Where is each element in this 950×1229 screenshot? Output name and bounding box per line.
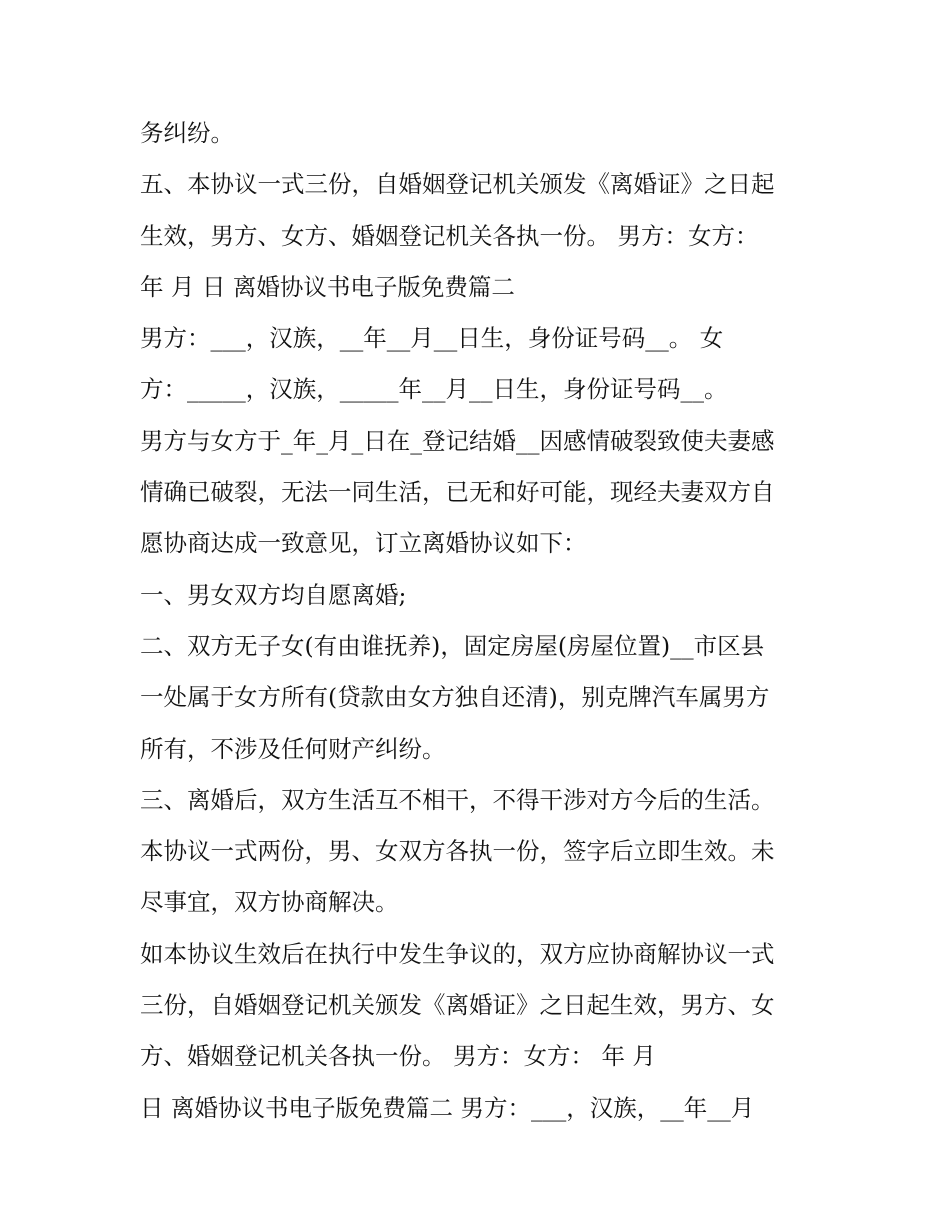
text-line: 所有，不涉及任何财产纠纷。	[140, 734, 446, 763]
text-line: 务纠纷。	[140, 119, 234, 147]
clause-line: 一、男女双方均自愿离婚;	[140, 580, 407, 609]
text-line: 生效，男方、女方、婚姻登记机关各执一份。 男方：女方：	[140, 221, 759, 250]
text-line: 五、本协议一式三份，自婚姻登记机关颁发《离婚证》之日起	[140, 170, 775, 199]
clause-line: 三、离婚后，双方生活互不相干，不得干涉对方今后的生活。	[140, 785, 775, 814]
text-line: 三份，自婚姻登记机关颁发《离婚证》之日起生效，男方、女	[140, 991, 775, 1020]
text-line: 男方：___，汉族，__年__月__日生，身份证号码__。 女	[140, 324, 724, 353]
text-line: 一处属于女方所有(贷款由女方独自还清)，别克牌汽车属男方	[140, 683, 770, 712]
text-line: 情确已破裂，无法一同生活，已无和好可能，现经夫妻双方自	[140, 478, 775, 507]
text-line: 方、婚姻登记机关各执一份。 男方：女方： 年 月	[140, 1042, 656, 1071]
text-line: 本协议一式两份，男、女双方各执一份，签字后立即生效。未	[140, 837, 775, 866]
text-line: 如本协议生效后在执行中发生争议的，双方应协商解协议一式	[140, 939, 775, 968]
text-line: 男方与女方于_年_月_日在_登记结婚__因感情破裂致使夫妻感	[140, 426, 775, 455]
document-body	[140, 108, 820, 1134]
text-line: 尽事宜，双方协商解决。	[140, 888, 399, 917]
clause-line: 二、双方无子女(有由谁抚养)，固定房屋(房屋位置)__市区县	[140, 631, 765, 660]
text-line: 方：_____，汉族，_____年__月__日生，身份证号码__。	[140, 375, 728, 404]
text-line: 愿协商达成一致意见，订立离婚协议如下：	[140, 529, 587, 558]
section-heading-line: 年 月 日 离婚协议书电子版免费篇二	[140, 272, 515, 301]
text-line: 日 离婚协议书电子版免费篇二 男方：___，汉族，__年__月	[140, 1093, 755, 1122]
